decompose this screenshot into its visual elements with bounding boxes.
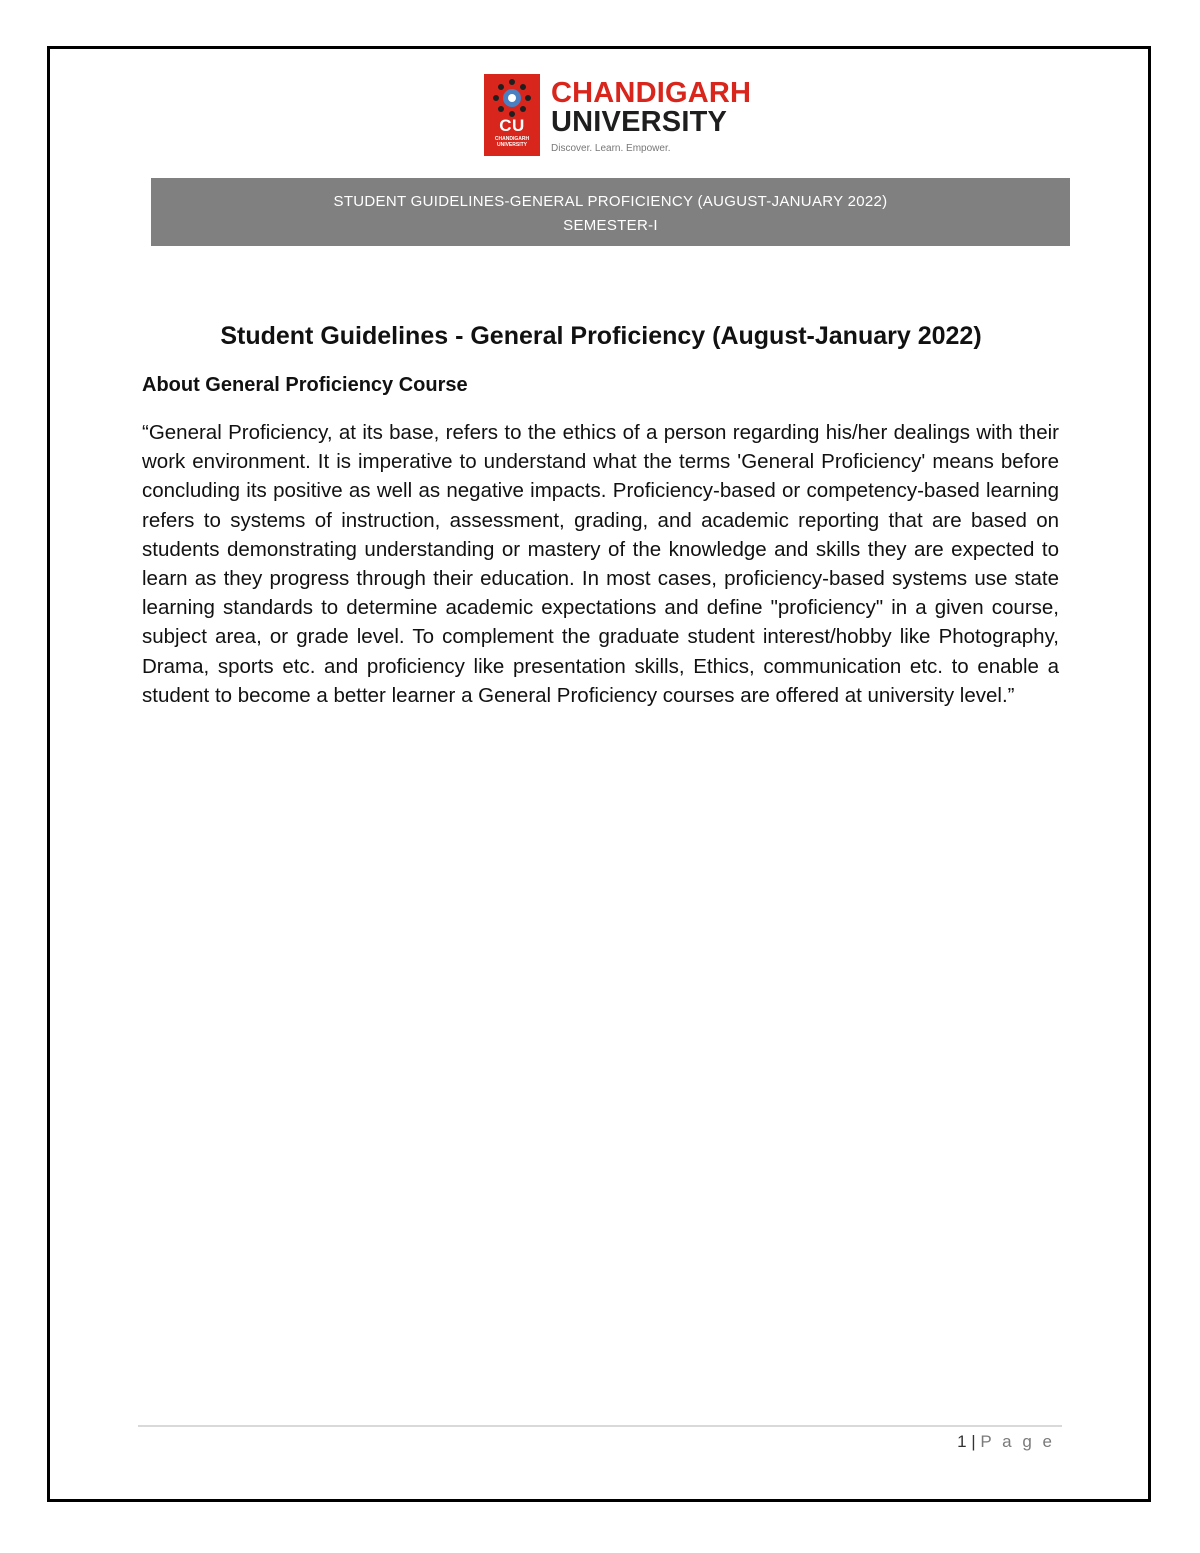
- logo-name-line1: CHANDIGARH: [551, 77, 752, 109]
- section-heading: About General Proficiency Course: [142, 374, 468, 396]
- logo-name-line2: UNIVERSITY: [551, 106, 728, 138]
- page-number: 1: [957, 1432, 967, 1451]
- footer-divider: [138, 1425, 1062, 1427]
- logo-emblem-subtext: CHANDIGARH UNIVERSITY: [494, 136, 530, 148]
- document-title: Student Guidelines - General Proficiency (August-January 2022): [220, 322, 982, 350]
- body-paragraph: “General Proficiency, at its base, refers to the ethics of a person regarding his/her dealings with their work environment. It is imperative to understand what the terms 'General Proficiency' means before concluding its positive as well as negative impacts. Proficiency-based or competency-based learning refers to systems of instruction, assessment, grading, and academic reporting that are based on students demonstrating understanding or mastery of the knowledge and skills they are expected to learn as they progress through their education. In most cases, proficiency-based systems use state learning standards to determine academic expectations and define "proficiency" in a given course, subject area, or grade level. To complement the graduate student interest/hobby like Photography, Drama, sports etc. and proficiency like presentation skills, Ethics, communication etc. to enable a student to become a better learner a General Proficiency courses are offered at university level.”: [142, 421, 1059, 707]
- header-line1: STUDENT GUIDELINES-GENERAL PROFICIENCY (AUGUST-JANUARY 2022): [333, 193, 888, 210]
- logo-emblem: [484, 74, 540, 156]
- page-separator: |: [971, 1432, 976, 1451]
- page-border: [47, 46, 1151, 1502]
- header-banner: [151, 178, 1070, 246]
- page-label: P a g e: [980, 1432, 1055, 1451]
- university-logo: [484, 74, 752, 158]
- logo-emblem-text: CU: [499, 116, 525, 135]
- emblem-star-icon: [492, 78, 532, 118]
- footer-page-number: [900, 1432, 1055, 1452]
- logo-tagline: Discover. Learn. Empower.: [551, 143, 671, 154]
- header-line2: SEMESTER-I: [563, 217, 658, 234]
